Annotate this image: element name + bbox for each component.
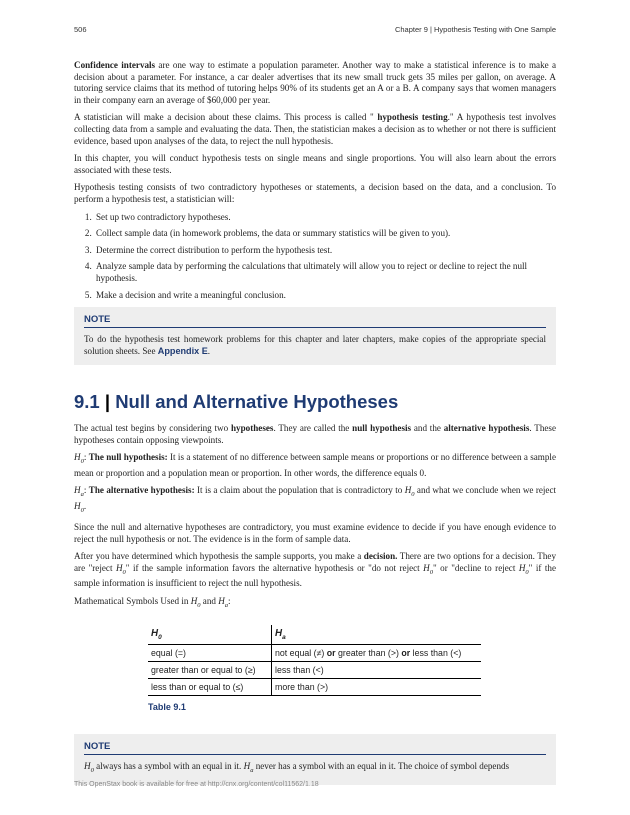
- text: and what we conclude when we reject: [414, 485, 557, 496]
- section-paragraph-since: Since the null and alternative hypotheses are contradictory, you must examine evidence to decide if you have enough evidence to reject the null hypothesis or not. The evidence is in the form of sample data.: [74, 522, 556, 544]
- list-item: 1. Set up two contradictory hypotheses.: [94, 212, 556, 224]
- section-paragraph-1: [74, 423, 556, 446]
- intro-text-2a: A statistician will make a decision about these claims. This process is called ": [74, 112, 378, 123]
- note-title: NOTE: [84, 314, 546, 328]
- table-cell: not equal (≠) or greater than (>) or less than (<): [272, 645, 482, 662]
- ha-definition: $H_a$: The alternative hypothesis: It is a claim about the population that is contradictory to $H_0$ and what we conclude when we reject $H_0$.: [74, 485, 557, 514]
- h0-symbol: $H_0$: [115, 563, 126, 576]
- h0-symbol: $H_0$: [404, 485, 415, 499]
- term-confidence-intervals: Confidence intervals: [74, 60, 156, 70]
- table-cell: more than (>): [272, 679, 482, 696]
- intro-paragraph-1: [74, 60, 556, 106]
- page-footer: This OpenStax book is available for free at http://cnx.org/content/col11562/1.18: [74, 781, 319, 788]
- ha-symbol: $H_a$: [218, 596, 229, 609]
- h0-text: It is a statement of no difference between sample means or proportions or no difference between a sample mean or proportion and a population mean or proportion. In other words, the difference equals 0.: [74, 452, 556, 478]
- appendix-link[interactable]: Appendix E: [157, 345, 208, 356]
- symbols-intro: Mathematical Symbols Used in $H_0$ and $H_a$:: [74, 596, 231, 609]
- text: " or "decline to reject: [433, 563, 519, 574]
- ha-symbol: $H_a$: [243, 761, 254, 775]
- term-hypothesis-testing: hypothesis testing: [377, 112, 448, 123]
- text: and: [200, 596, 219, 607]
- text: After you have determined which hypothesis the sample supports, you make a: [74, 551, 364, 562]
- note-end: .: [207, 345, 211, 356]
- chapter-title: Chapter 9 | Hypothesis Testing with One Sample: [394, 25, 556, 34]
- symbols-table: [148, 625, 481, 696]
- text: It is a claim about the population that is contradictory to: [194, 485, 405, 496]
- note-text: [84, 334, 546, 357]
- note-text: [84, 761, 546, 776]
- header-h0: $H_0$: [148, 625, 272, 644]
- h0-symbol: $H_0$: [84, 761, 94, 775]
- h0-symbol: $H_0$: [518, 563, 529, 576]
- list-item: 5. Make a decision and write a meaningful conclusion.: [94, 290, 556, 302]
- section-title: Null and Alternative Hypotheses: [115, 391, 399, 413]
- text: . They are called the: [273, 423, 353, 434]
- table-cell: less than or equal to (≤): [148, 679, 272, 696]
- h0-symbol: $H_0$: [190, 596, 201, 609]
- intro-paragraph-2: [74, 112, 556, 147]
- intro-text-1: are one way to estimate a population parameter. Another way to make a statistical inference is to make a decision about a parameter. For instance, a car dealer advertises that its new small truck gets 35 miles per gallon, on average. A tutoring service claims that its method of tutoring helps 90% of its students get an A or a B. A company says that women managers in their company earn an average of $60,000 per year.: [74, 60, 556, 105]
- h0-label: The null hypothesis:: [88, 452, 168, 463]
- note-box: [74, 307, 556, 365]
- section-number: 9.1: [74, 391, 100, 413]
- page-content: [74, 60, 556, 793]
- term-alternative-hypothesis: alternative hypothesis: [443, 423, 530, 434]
- list-item: 4. Analyze sample data by performing the calculations that ultimately will allow you to reject or decline to reject the null hypothesis.: [94, 261, 556, 284]
- list-item: 2. Collect sample data (in homework problems, the data or summary statistics will be given to you).: [94, 228, 556, 240]
- intro-paragraph-4: Hypothesis testing consists of two contradictory hypotheses or statements, a decision based on the data, and a conclusion. To perform a hypothesis test, a statistician will:: [74, 182, 556, 204]
- h0-symbol: $H_0$: [423, 563, 433, 576]
- text: and the: [411, 423, 444, 434]
- h0-symbol: $H_0$: [74, 452, 84, 466]
- h0-definition: $H_0$: The null hypothesis: It is a statement of no difference between sample means or proportions or no difference between a sample mean or proportion and a population mean or proportion. In other words, the difference equals 0.: [74, 452, 556, 478]
- text: always has a symbol with an equal in it.: [93, 761, 244, 772]
- intro-text-2b: ." A hypothesis test involves collecting data from a sample and evaluating the data. Then, the statistician makes a decision as to whether or not there is sufficient evidence, based upon analyses of the data, to reject the null hypothesis.: [74, 112, 556, 146]
- text: " if the sample information is insufficient to reject the null hypothesis.: [74, 563, 556, 589]
- table-row: [148, 645, 481, 662]
- text: never has a symbol with an equal in it. The choice of symbol depends: [253, 761, 510, 772]
- page-number: 506: [74, 25, 87, 34]
- table-caption: Table 9.1: [148, 702, 186, 713]
- intro-paragraph-3: In this chapter, you will conduct hypothesis tests on single means and single proportions. You will also learn about the errors associated with these tests.: [74, 153, 556, 175]
- note-title: NOTE: [84, 741, 546, 755]
- table-cell: greater than or equal to (≥): [148, 662, 272, 679]
- section-heading: [74, 391, 556, 413]
- table-row: [148, 679, 481, 696]
- table-header-row: [148, 625, 481, 644]
- term-hypotheses: hypotheses: [230, 423, 274, 434]
- ha-label: The alternative hypothesis:: [88, 485, 195, 496]
- term-null-hypothesis: null hypothesis: [352, 423, 412, 434]
- section-paragraph-decision: [74, 551, 556, 590]
- text: " if the sample information favors the alternative hypothesis or "do not reject: [125, 563, 424, 574]
- text: The actual test begins by considering two: [74, 423, 231, 434]
- section-separator: |: [104, 391, 111, 413]
- term-decision: decision.: [363, 551, 398, 562]
- list-item: 3. Determine the correct distribution to perform the hypothesis test.: [94, 245, 556, 257]
- ha-symbol: $H_a$: [74, 485, 84, 499]
- note-box-2: [74, 734, 556, 784]
- table-cell: equal (=): [148, 645, 272, 662]
- text: There are two options for a decision. They are "reject: [74, 551, 556, 574]
- table-cell: less than (<): [272, 662, 482, 679]
- table-row: [148, 662, 481, 679]
- header-ha: $H_a$: [272, 625, 482, 644]
- note-body: To do the hypothesis test homework problems for this chapter and later chapters, make copies of the appropriate special solution sheets. See: [84, 334, 546, 356]
- text: Mathematical Symbols Used in: [74, 596, 191, 607]
- h0-symbol: $H_0$: [74, 500, 84, 514]
- steps-list: [74, 212, 556, 302]
- text: . These hypotheses contain opposing viewpoints.: [74, 423, 556, 445]
